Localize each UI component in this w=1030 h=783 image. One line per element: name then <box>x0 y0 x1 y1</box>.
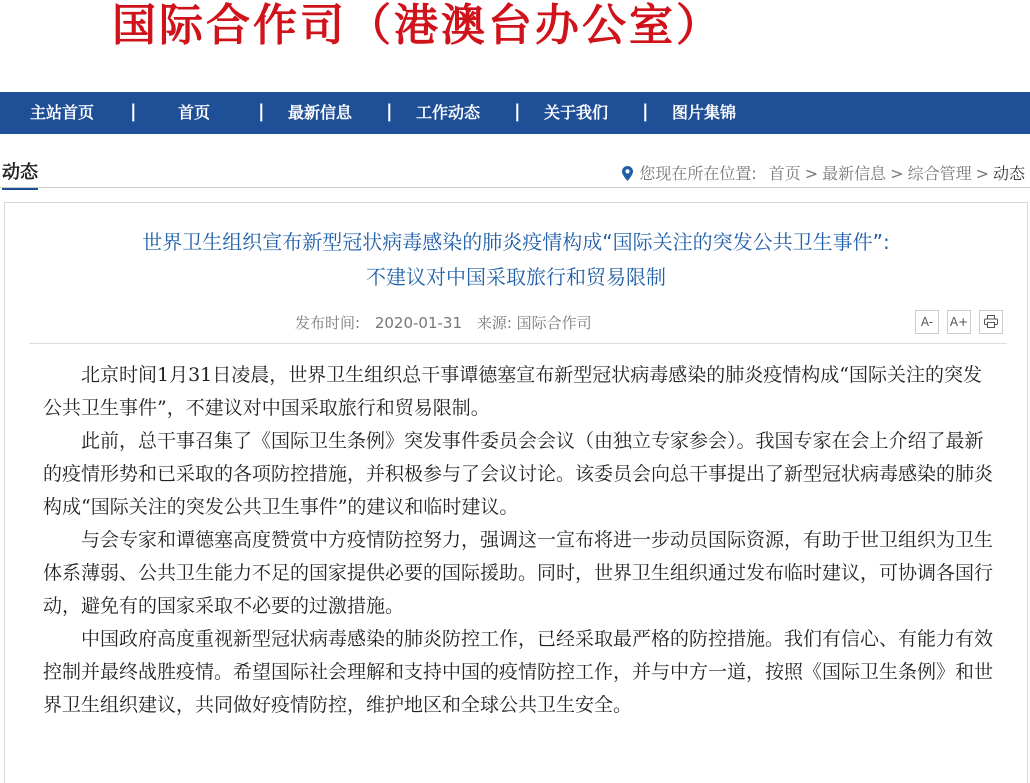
nav-item-latest-news[interactable]: 最新信息 <box>288 103 353 122</box>
nav-item-work-updates[interactable]: 工作动态 <box>416 103 481 122</box>
meta-divider <box>29 343 1007 344</box>
source-label: 来源: <box>476 314 512 332</box>
section-header <box>0 134 1030 194</box>
nav-separator: | <box>514 101 521 122</box>
article-container <box>4 202 1028 783</box>
printer-icon <box>984 315 998 328</box>
article-paragraph: 北京时间1月31日凌晨，世界卫生组织总干事谭德塞宣布新型冠状病毒感染的肺炎疫情构成“国际关注的突发公共卫生事件”，不建议对中国采取旅行和贸易限制。 <box>43 364 982 419</box>
article-title-line-2: 不建议对中国采取旅行和贸易限制 <box>366 265 666 289</box>
article-meta <box>295 312 592 333</box>
breadcrumb-latest-news[interactable]: 最新信息 <box>822 164 887 183</box>
nav-separator: | <box>130 101 137 122</box>
nav-item-home[interactable]: 首页 <box>178 103 211 122</box>
breadcrumb-separator: > <box>804 164 819 183</box>
breadcrumb <box>622 161 1025 184</box>
breadcrumb-separator: > <box>890 164 904 183</box>
nav-separator: | <box>258 101 265 122</box>
map-pin-icon <box>622 166 633 181</box>
site-title: 国际合作司（港澳台办公室） <box>112 0 723 51</box>
breadcrumb-separator: > <box>975 164 989 183</box>
article-title <box>5 225 1027 295</box>
breadcrumb-prefix: 您现在所在位置: <box>639 164 757 183</box>
breadcrumb-home[interactable]: 首页 <box>768 164 801 183</box>
article-paragraph: 此前，总干事召集了《国际卫生条例》突发事件委员会会议（由独立专家参会）。我国专家在会上介绍了最新的疫情形势和已采取的各项防控措施，并积极参与了会议讨论。该委员会向总干事提出了新型冠状病毒感染的肺炎构成“国际关注的突发公共卫生事件”的建议和临时建议。 <box>43 430 994 518</box>
nav-item-main-site-home[interactable]: 主站首页 <box>30 103 95 122</box>
nav-item-photo-gallery[interactable]: 图片集锦 <box>672 103 737 122</box>
published-date: 2020-01-31 <box>374 314 463 332</box>
font-decrease-button[interactable]: A- <box>915 310 939 334</box>
print-button[interactable] <box>979 310 1003 334</box>
site-header <box>0 0 1030 92</box>
article-paragraph: 中国政府高度重视新型冠状病毒感染的肺炎防控工作，已经采取最严格的防控措施。我们有信心、有能力有效控制并最终战胜疫情。希望国际社会理解和支持中国的疫情防控工作，并与中方一道，按照《国际卫生条例》和世界卫生组织建议，共同做好疫情防控，维护地区和全球公共卫生安全。 <box>43 628 994 716</box>
nav-separator: | <box>642 101 649 122</box>
published-label: 发布时间: <box>295 314 361 332</box>
article-title-line-1: 世界卫生组织宣布新型冠状病毒感染的肺炎疫情构成“国际关注的突发公共卫生事件”: <box>142 230 890 254</box>
article-body <box>43 359 995 722</box>
breadcrumb-current: 动态 <box>992 164 1025 183</box>
article-paragraph: 与会专家和谭德塞高度赞赏中方疫情防控努力，强调这一宣布将进一步动员国际资源，有助于世卫组织为卫生体系薄弱、公共卫生能力不足的国家提供必要的国际援助。同时，世界卫生组织通过发布临时建议，可协调各国行动，避免有的国家采取不必要的过激措施。 <box>43 529 994 617</box>
nav-separator: | <box>386 101 393 122</box>
section-divider <box>0 187 1030 188</box>
breadcrumb-general-management[interactable]: 综合管理 <box>907 164 972 183</box>
nav-item-about-us[interactable]: 关于我们 <box>544 103 609 122</box>
font-increase-button[interactable]: A+ <box>947 310 971 334</box>
main-nav <box>0 92 1030 134</box>
section-title: 动态 <box>2 158 38 190</box>
source-value: 国际合作司 <box>516 314 592 332</box>
